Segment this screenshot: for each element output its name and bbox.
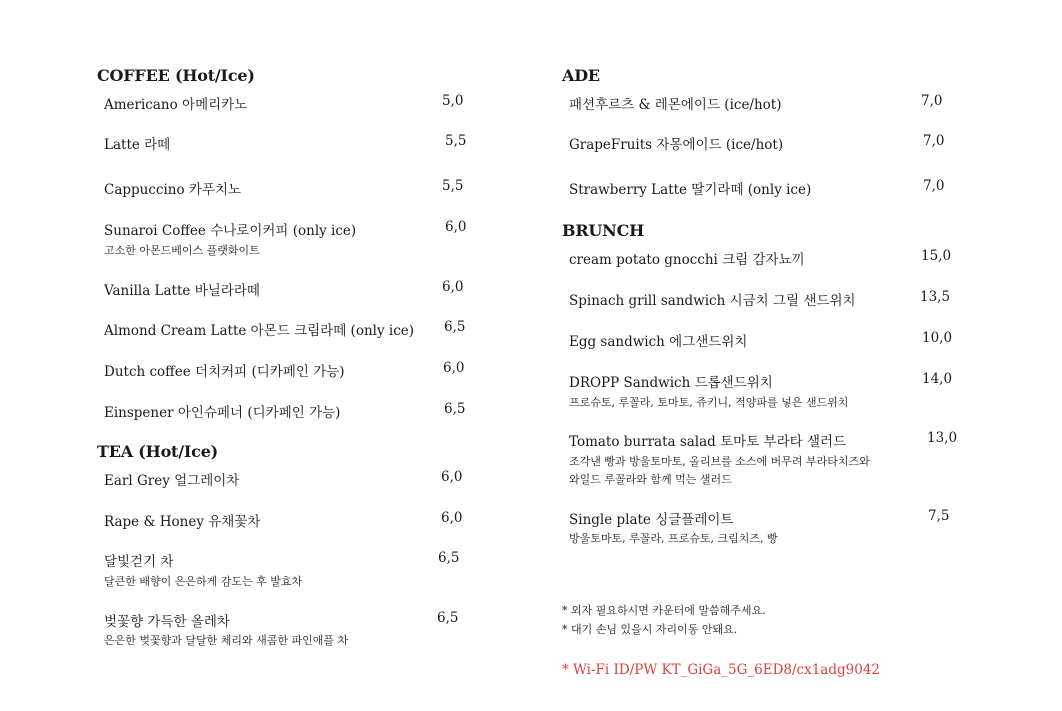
tea-item-name: 벚꽃향 가득한 올레차 bbox=[104, 614, 230, 630]
brunch-item-price: 13,5 bbox=[920, 289, 951, 305]
tea-item-desc: 달큰한 배향이 은은하게 감도는 후 발효차 bbox=[104, 575, 303, 588]
coffee-item-name: Cappuccino 카푸치노 bbox=[104, 182, 242, 198]
ade-item-name: GrapeFruits 자몽에이드 (ice/hot) bbox=[569, 137, 784, 153]
coffee-item-name: Almond Cream Latte 아몬드 크림라떼 (only ice) bbox=[104, 323, 415, 339]
coffee-item-price: 6,0 bbox=[445, 219, 467, 235]
brunch-item-name: cream potato gnocchi 크림 감자뇨끼 bbox=[569, 252, 805, 268]
tea-item-price: 6,5 bbox=[438, 550, 460, 566]
brunch-item-desc: 방울토마토, 루꼴라, 프로슈토, 크림치즈, 빵 bbox=[569, 532, 778, 545]
brunch-item-desc: 조각낸 빵과 방울토마토, 올리브를 소스에 버무려 부라타치즈와 bbox=[569, 455, 870, 468]
brunch-item-price: 14,0 bbox=[922, 371, 953, 387]
coffee-item-price: 6,0 bbox=[443, 360, 465, 376]
coffee-item-name: Sunaroi Coffee 수나로이커피 (only ice) bbox=[104, 223, 357, 239]
brunch-item-price: 13,0 bbox=[927, 430, 958, 446]
brunch-item-name: Egg sandwich 에그샌드위치 bbox=[569, 334, 748, 350]
tea-heading: TEA (Hot/Ice) bbox=[97, 442, 219, 461]
tea-item-price: 6,0 bbox=[441, 469, 463, 485]
brunch-heading: BRUNCH bbox=[562, 221, 645, 240]
tea-item-name: Earl Grey 얼그레이차 bbox=[104, 473, 240, 489]
tea-item-price: 6,5 bbox=[437, 610, 459, 626]
brunch-item-desc: 프로슈토, 루꼴라, 토마토, 쥬키니, 적양파를 넣은 샌드위치 bbox=[569, 396, 849, 409]
coffee-item-price: 5,5 bbox=[442, 178, 464, 194]
coffee-item-name: Americano 아메리카노 bbox=[104, 97, 248, 113]
coffee-item-price: 6,5 bbox=[444, 319, 466, 335]
tea-item-name: 달빛걷기 차 bbox=[104, 554, 174, 570]
coffee-item-price: 6,5 bbox=[444, 401, 466, 417]
coffee-item-price: 5,5 bbox=[445, 133, 467, 149]
ade-item-price: 7,0 bbox=[923, 178, 945, 194]
coffee-item-name: Vanilla Latte 바닐라라떼 bbox=[104, 283, 260, 299]
tea-item-desc: 은은한 벚꽃향과 달달한 체리와 새콤한 파인애플 차 bbox=[104, 634, 349, 647]
wifi-info: * Wi-Fi ID/PW KT_GiGa_5G_6ED8/cx1adg9042 bbox=[562, 662, 880, 678]
coffee-item-name: Dutch coffee 더치커피 (디카페인 가능) bbox=[104, 364, 345, 380]
notice-note: * 대기 손님 있을시 자리이동 안돼요. bbox=[562, 623, 738, 636]
brunch-item-name: Tomato burrata salad 토마토 부라타 샐러드 bbox=[569, 434, 847, 450]
brunch-item-name: DROPP Sandwich 드롭샌드위치 bbox=[569, 375, 773, 391]
tea-item-price: 6,0 bbox=[441, 510, 463, 526]
ade-item-price: 7,0 bbox=[921, 93, 943, 109]
brunch-item-name: Single plate 싱글플레이트 bbox=[569, 512, 734, 528]
ade-item-price: 7,0 bbox=[923, 133, 945, 149]
ade-heading: ADE bbox=[562, 66, 600, 85]
ade-item-name: Strawberry Latte 딸기라떼 (only ice) bbox=[569, 182, 812, 198]
notice-note: * 외자 필요하시면 카운터에 말씀해주세요. bbox=[562, 604, 766, 617]
brunch-item-price: 15,0 bbox=[921, 248, 952, 264]
coffee-item-desc: 고소한 아몬드베이스 플랫화이트 bbox=[104, 244, 260, 257]
brunch-item-name: Spinach grill sandwich 시금치 그릴 샌드위치 bbox=[569, 293, 856, 309]
brunch-item-desc-line2: 와일드 루꼴라와 함께 먹는 샐러드 bbox=[569, 473, 732, 486]
coffee-heading: COFFEE (Hot/Ice) bbox=[97, 66, 255, 85]
coffee-item-name: Latte 라떼 bbox=[104, 137, 171, 153]
tea-item-name: Rape & Honey 유채꽃차 bbox=[104, 514, 261, 530]
brunch-item-price: 7,5 bbox=[928, 508, 950, 524]
coffee-item-price: 6,0 bbox=[442, 279, 464, 295]
coffee-item-name: Einspener 아인슈페너 (디카페인 가능) bbox=[104, 405, 341, 421]
brunch-item-price: 10,0 bbox=[922, 330, 953, 346]
ade-item-name: 패션후르츠 & 레몬에이드 (ice/hot) bbox=[569, 97, 782, 113]
coffee-item-price: 5,0 bbox=[442, 93, 464, 109]
